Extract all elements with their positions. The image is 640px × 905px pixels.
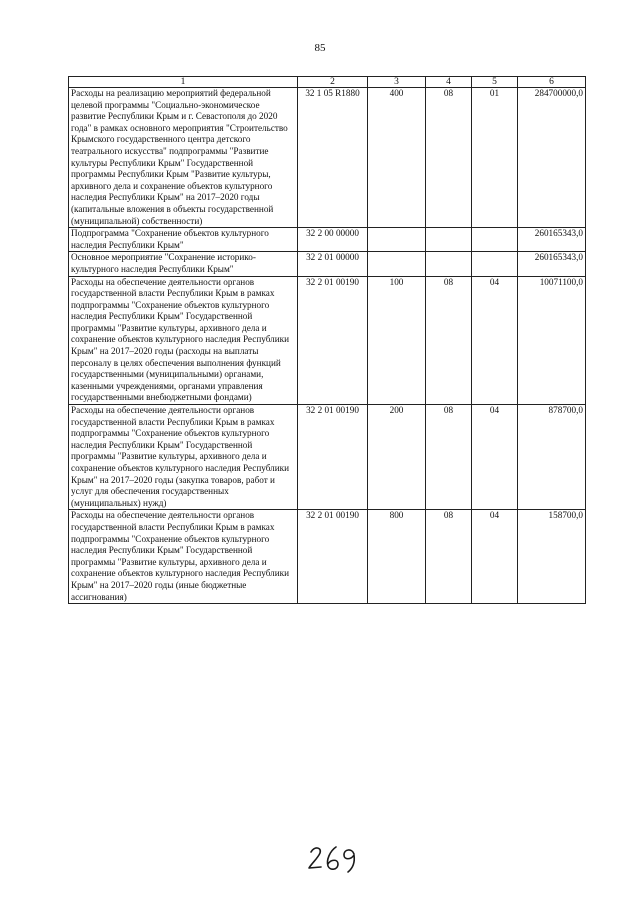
subsection-cell: 01 — [472, 88, 518, 228]
column-header: 5 — [472, 77, 518, 88]
expense-name-cell: Подпрограмма "Сохранение объектов культурного наследия Республики Крым" — [69, 228, 298, 252]
column-header: 4 — [426, 77, 472, 88]
subsection-cell — [472, 228, 518, 252]
subsection-cell: 04 — [472, 510, 518, 604]
amount-cell: 260165343,0 — [518, 252, 586, 276]
amount-cell: 260165343,0 — [518, 228, 586, 252]
budget-table — [68, 76, 586, 604]
table-row — [69, 228, 586, 252]
target-article-code-cell: 32 2 01 00190 — [298, 510, 368, 604]
expense-name-cell: Расходы на обеспечение деятельности органов государственной власти Республики Крым в рамках подпрограммы "Сохранение объектов культурного наследия Республики Крым" Государственной программы "Развитие культуры, архивного дела и сохранение объектов культурного наследия Республики Крым" на 2017–2020 годы (закупка товаров, работ и услуг для обеспечения государственных (муниципальных) нужд) — [69, 405, 298, 510]
section-cell: 08 — [426, 276, 472, 405]
table-row — [69, 88, 586, 228]
table-row — [69, 510, 586, 604]
table-row — [69, 276, 586, 405]
handwritten-strokes — [309, 847, 354, 872]
handwritten-page-number — [305, 840, 365, 876]
expense-name-cell: Расходы на обеспечение деятельности органов государственной власти Республики Крым в рамках подпрограммы "Сохранение объектов культурного наследия Республики Крым" Государственной программы "Развитие культуры, архивного дела и сохранение объектов культурного наследия Республики Крым" на 2017–2020 годы (расходы на выплаты персоналу в целях обеспечения выполнения функций государственными (муниципальными) органами, казенными учреждениями, органами управления государственными внебюджетными фондами) — [69, 276, 298, 405]
expense-type-cell: 200 — [368, 405, 426, 510]
subsection-cell: 04 — [472, 276, 518, 405]
amount-cell: 158700,0 — [518, 510, 586, 604]
section-cell — [426, 252, 472, 276]
target-article-code-cell: 32 2 00 00000 — [298, 228, 368, 252]
amount-cell: 878700,0 — [518, 405, 586, 510]
subsection-cell: 04 — [472, 405, 518, 510]
expense-type-cell — [368, 252, 426, 276]
expense-name-cell: Основное мероприятие "Сохранение историко-культурного наследия Республики Крым" — [69, 252, 298, 276]
column-header: 2 — [298, 77, 368, 88]
expense-name-cell: Расходы на реализацию мероприятий федеральной целевой программы "Социально-экономическое развитие Республики Крым и г. Севастополя до 2020 года" в рамках основного мероприятия "Строительство Крымского государственного центра детского театрального искусства" подпрограммы "Развитие культуры Республики Крым" Государственной программы Республики Крым "Развитие культуры, архивного дела и сохранение объектов культурного наследия Республики Крым" на 2017–2020 годы (капитальные вложения в объекты государственной (муниципальной) собственности) — [69, 88, 298, 228]
expense-type-cell: 800 — [368, 510, 426, 604]
section-cell: 08 — [426, 405, 472, 510]
subsection-cell — [472, 252, 518, 276]
expense-name-cell: Расходы на обеспечение деятельности органов государственной власти Республики Крым в рамках подпрограммы "Сохранение объектов культурного наследия Республики Крым" Государственной программы "Развитие культуры, архивного дела и сохранение объектов культурного наследия Республики Крым" на 2017–2020 годы (иные бюджетные ассигнования) — [69, 510, 298, 604]
target-article-code-cell: 32 1 05 R1880 — [298, 88, 368, 228]
column-header: 1 — [69, 77, 298, 88]
page-number: 85 — [314, 42, 326, 54]
table-header-row — [69, 77, 586, 88]
column-header: 6 — [518, 77, 586, 88]
expense-type-cell: 400 — [368, 88, 426, 228]
target-article-code-cell: 32 2 01 00190 — [298, 276, 368, 405]
target-article-code-cell: 32 2 01 00000 — [298, 252, 368, 276]
amount-cell: 10071100,0 — [518, 276, 586, 405]
expense-type-cell: 100 — [368, 276, 426, 405]
section-cell — [426, 228, 472, 252]
table-row — [69, 405, 586, 510]
expense-type-cell — [368, 228, 426, 252]
table-row — [69, 252, 586, 276]
amount-cell: 284700000,0 — [518, 88, 586, 228]
column-header: 3 — [368, 77, 426, 88]
section-cell: 08 — [426, 510, 472, 604]
target-article-code-cell: 32 2 01 00190 — [298, 405, 368, 510]
section-cell: 08 — [426, 88, 472, 228]
